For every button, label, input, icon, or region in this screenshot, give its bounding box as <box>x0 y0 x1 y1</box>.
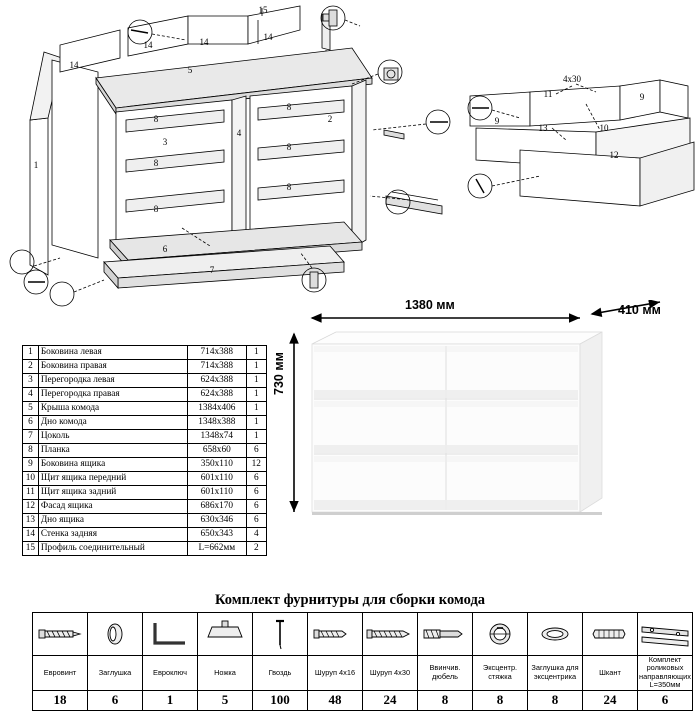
part-name-cell: Щит ящика передний <box>38 472 187 486</box>
svg-text:15: 15 <box>258 5 268 15</box>
part-qty-cell: 4 <box>246 528 266 542</box>
svg-text:8: 8 <box>286 182 292 192</box>
kit-item-count: 1 <box>143 690 198 710</box>
part-qty-cell: 6 <box>246 444 266 458</box>
kit-item-count: 24 <box>583 690 638 710</box>
part-name-cell: Профиль соединительный <box>38 542 187 556</box>
part-dim-cell: 1384x406 <box>188 402 246 416</box>
fittings-kit-table <box>32 612 693 711</box>
part-qty-cell: 12 <box>246 458 266 472</box>
kit-item-name: Евроключ <box>143 656 198 691</box>
part-num-cell: 11 <box>23 486 39 500</box>
part-dim-cell: 624x388 <box>188 374 246 388</box>
part-num-cell: 4 <box>23 388 39 402</box>
euroscrew-icon <box>33 613 88 656</box>
part-qty-cell: 1 <box>246 360 266 374</box>
part-name-cell: Планка <box>38 444 187 458</box>
kit-item-name: Евровинт <box>33 656 88 691</box>
part-num-cell: 2 <box>23 360 39 374</box>
svg-text:14: 14 <box>143 40 153 50</box>
table-row <box>23 542 267 556</box>
svg-text:14: 14 <box>199 37 209 47</box>
svg-text:4x30: 4x30 <box>563 74 581 84</box>
dimension-depth-label: 410 мм <box>618 303 661 317</box>
part-dim-cell: 630x346 <box>188 514 246 528</box>
table-row <box>23 430 267 444</box>
part-qty-cell: 1 <box>246 374 266 388</box>
svg-text:9: 9 <box>494 116 500 126</box>
part-name-cell: Дно комода <box>38 416 187 430</box>
table-row <box>23 472 267 486</box>
part-qty-cell: 1 <box>246 416 266 430</box>
svg-text:14: 14 <box>263 32 273 42</box>
kit-item-count: 24 <box>363 690 418 710</box>
table-row <box>23 402 267 416</box>
svg-text:12: 12 <box>609 150 619 160</box>
kit-item-name: Ввинчив. дюбель <box>418 656 473 691</box>
cam-lock-icon <box>473 613 528 656</box>
kit-item-name: Шкант <box>583 656 638 691</box>
screw-4x30-icon <box>363 613 418 656</box>
kit-item-name: Заглушка для эксцентрика <box>528 656 583 691</box>
part-name-cell: Крыша комода <box>38 402 187 416</box>
kit-item-count: 18 <box>33 690 88 710</box>
part-qty-cell: 6 <box>246 486 266 500</box>
svg-text:9: 9 <box>639 92 645 102</box>
part-num-cell: 10 <box>23 472 39 486</box>
part-num-cell: 3 <box>23 374 39 388</box>
kit-item-name: Эксцентр. стяжка <box>473 656 528 691</box>
part-num-cell: 8 <box>23 444 39 458</box>
table-row <box>23 458 267 472</box>
part-dim-cell: 624x388 <box>188 388 246 402</box>
part-name-cell: Перегородка правая <box>38 388 187 402</box>
part-qty-cell: 1 <box>246 430 266 444</box>
part-dim-cell: 714x388 <box>188 346 246 360</box>
part-qty-cell: 1 <box>246 346 266 360</box>
part-num-cell: 1 <box>23 346 39 360</box>
dimension-width-label: 1380 мм <box>405 298 455 312</box>
kit-item-count: 8 <box>528 690 583 710</box>
foot-icon <box>198 613 253 656</box>
svg-text:8: 8 <box>153 114 159 124</box>
part-dim-cell: 686x170 <box>188 500 246 514</box>
part-name-cell: Дно ящика <box>38 514 187 528</box>
kit-item-name: Шуруп 4x30 <box>363 656 418 691</box>
cam-cap-icon <box>528 613 583 656</box>
kit-item-count: 6 <box>88 690 143 710</box>
svg-text:8: 8 <box>286 142 292 152</box>
cap-icon <box>88 613 143 656</box>
part-num-cell: 14 <box>23 528 39 542</box>
svg-text:2: 2 <box>327 114 333 124</box>
table-row <box>23 528 267 542</box>
kit-item-name: Комплект роликовых направляющих L=350мм <box>639 655 691 690</box>
table-row <box>23 360 267 374</box>
part-num-cell: 7 <box>23 430 39 444</box>
kit-title: Комплект фурнитуры для сборки комода <box>214 592 486 608</box>
table-row <box>23 514 267 528</box>
kit-item-name: Шуруп 4x16 <box>308 656 363 691</box>
part-dim-cell: 601x110 <box>188 486 246 500</box>
part-num-cell: 12 <box>23 500 39 514</box>
part-dim-cell: 601x110 <box>188 472 246 486</box>
part-num-cell: 15 <box>23 542 39 556</box>
part-qty-cell: 1 <box>246 402 266 416</box>
part-dim-cell: 350x110 <box>188 458 246 472</box>
part-name-cell: Щит ящика задний <box>38 486 187 500</box>
table-row <box>23 416 267 430</box>
nail-icon <box>253 613 308 656</box>
part-num-cell: 9 <box>23 458 39 472</box>
kit-item-name: Гвоздь <box>253 656 308 691</box>
parts-list-table <box>22 345 267 556</box>
product-photo-with-dimensions <box>280 300 680 550</box>
svg-text:7: 7 <box>209 265 215 275</box>
allen-key-icon <box>143 613 198 656</box>
kit-item-count: 100 <box>253 690 308 710</box>
part-dim-cell: 1348x388 <box>188 416 246 430</box>
svg-text:6: 6 <box>162 244 168 254</box>
part-qty-cell: 2 <box>246 542 266 556</box>
svg-text:14: 14 <box>69 60 79 70</box>
part-name-cell: Перегородка левая <box>38 374 187 388</box>
part-name-cell: Цоколь <box>38 430 187 444</box>
screw-4x16-icon <box>308 613 363 656</box>
kit-item-name: Ножка <box>198 656 253 691</box>
svg-text:11: 11 <box>543 89 553 99</box>
part-dim-cell: 1348x74 <box>188 430 246 444</box>
part-num-cell: 5 <box>23 402 39 416</box>
table-row <box>23 346 267 360</box>
dowel-screw-icon <box>418 613 473 656</box>
part-qty-cell: 1 <box>246 388 266 402</box>
part-qty-cell: 6 <box>246 472 266 486</box>
kit-item-count: 5 <box>198 690 253 710</box>
svg-text:4: 4 <box>236 128 242 138</box>
kit-item-name: Заглушка <box>88 656 143 691</box>
part-name-cell: Фасад ящика <box>38 500 187 514</box>
table-row <box>23 486 267 500</box>
svg-text:8: 8 <box>153 204 159 214</box>
part-dim-cell: 650x343 <box>188 528 246 542</box>
kit-item-count: 48 <box>308 690 363 710</box>
svg-text:1: 1 <box>33 160 39 170</box>
kit-item-count: 6 <box>638 690 693 710</box>
part-name-cell: Стенка задняя <box>38 528 187 542</box>
svg-text:10: 10 <box>599 123 609 133</box>
table-row <box>23 374 267 388</box>
slide-rails-icon <box>638 613 693 656</box>
part-dim-cell: 714x388 <box>188 360 246 374</box>
part-dim-cell: 658x60 <box>188 444 246 458</box>
table-row <box>23 444 267 458</box>
svg-text:3: 3 <box>162 137 168 147</box>
exploded-assembly-diagram <box>0 0 700 310</box>
table-row <box>23 388 267 402</box>
table-row <box>23 500 267 514</box>
svg-text:13: 13 <box>538 123 548 133</box>
part-dim-cell: L=662мм <box>188 542 246 556</box>
kit-item-count: 8 <box>418 690 473 710</box>
svg-text:8: 8 <box>153 158 159 168</box>
part-qty-cell: 6 <box>246 514 266 528</box>
part-qty-cell: 6 <box>246 500 266 514</box>
svg-text:5: 5 <box>187 65 193 75</box>
svg-text:8: 8 <box>286 102 292 112</box>
part-num-cell: 13 <box>23 514 39 528</box>
part-name-cell: Боковина левая <box>38 346 187 360</box>
kit-item-count: 8 <box>473 690 528 710</box>
dimension-height-label: 730 мм <box>272 352 286 395</box>
part-num-cell: 6 <box>23 416 39 430</box>
part-name-cell: Боковина правая <box>38 360 187 374</box>
dowel-icon <box>583 613 638 656</box>
part-name-cell: Боковина ящика <box>38 458 187 472</box>
